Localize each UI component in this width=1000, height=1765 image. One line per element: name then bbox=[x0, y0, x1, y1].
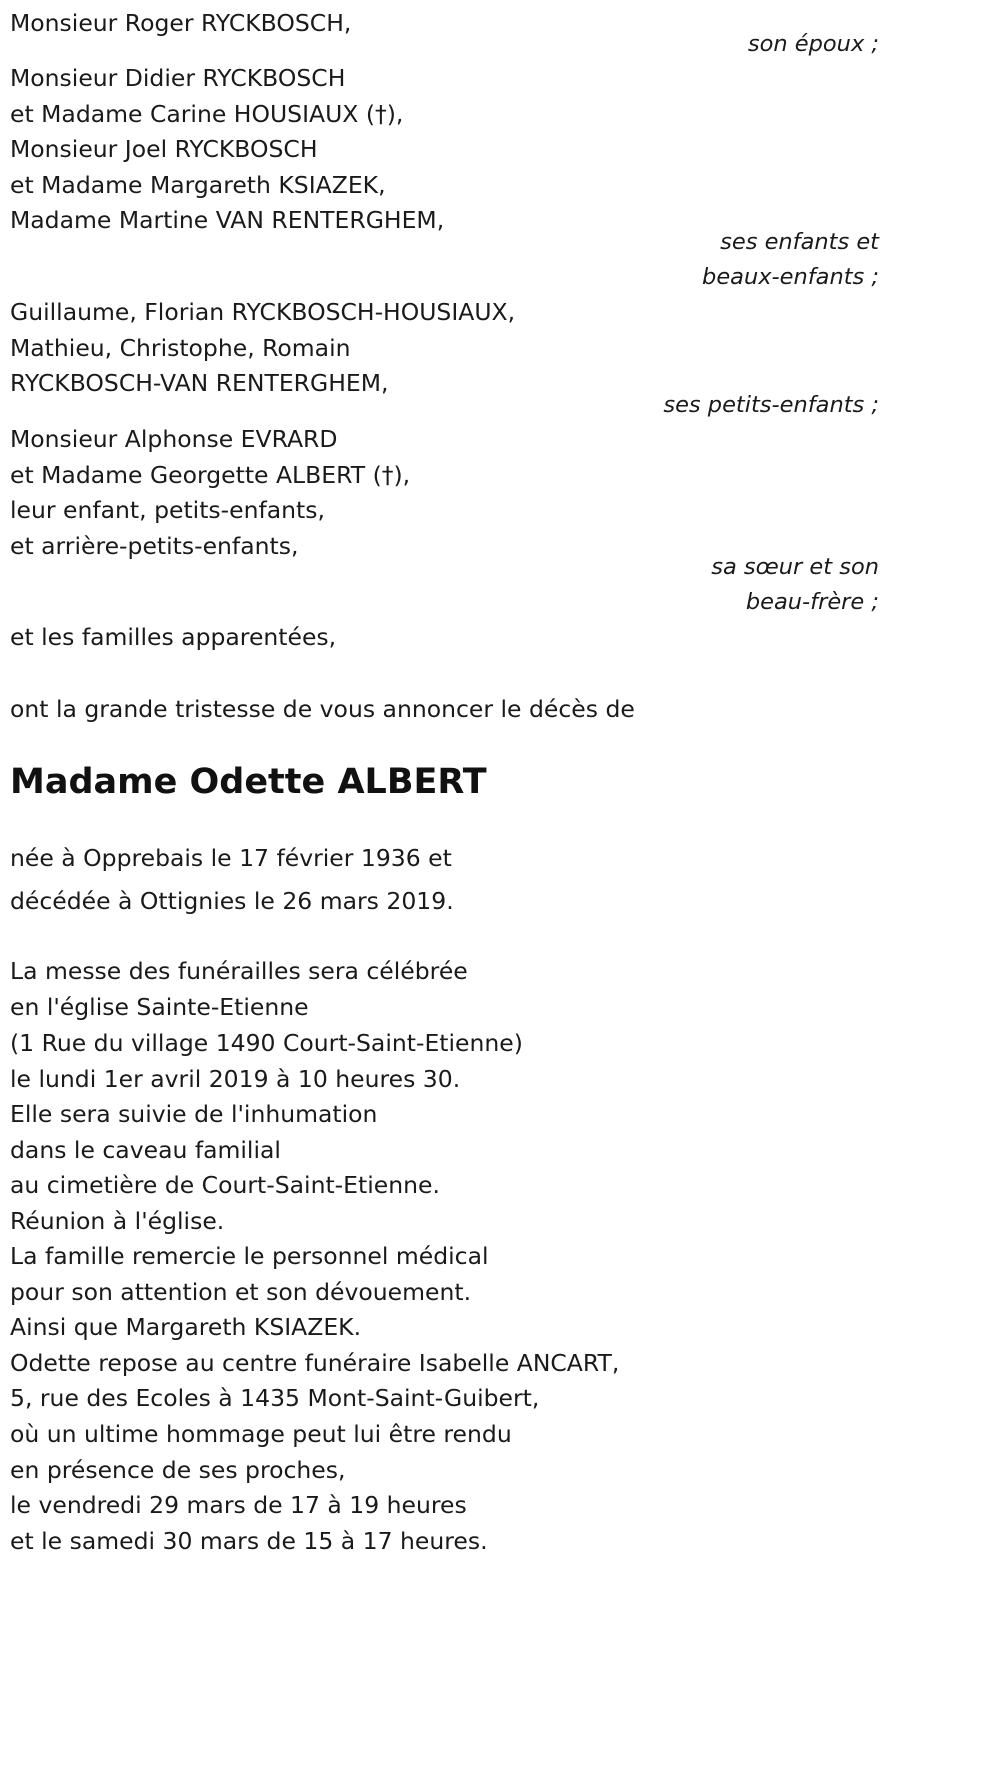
children-relation: beaux-enfants ; bbox=[702, 264, 879, 290]
ceremony-line: 5, rue des Ecoles à 1435 Mont-Saint-Guibert, bbox=[10, 1384, 540, 1412]
sibling-line: et arrière-petits-enfants, bbox=[10, 532, 299, 560]
ceremony-line: dans le caveau familial bbox=[10, 1136, 281, 1164]
ceremony-line: Réunion à l'église. bbox=[10, 1207, 225, 1235]
death-line: décédée à Ottignies le 26 mars 2019. bbox=[10, 887, 454, 915]
deceased-name: Madame Odette ALBERT bbox=[10, 762, 487, 802]
sibling-line: Monsieur Alphonse EVRARD bbox=[10, 425, 338, 453]
spouse-line: Monsieur Roger RYCKBOSCH, bbox=[10, 9, 352, 37]
ceremony-line: en présence de ses proches, bbox=[10, 1456, 346, 1484]
ceremony-line: Elle sera suivie de l'inhumation bbox=[10, 1100, 378, 1128]
sibling-relation: beau-frère ; bbox=[745, 589, 879, 615]
children-relation: ses enfants et bbox=[720, 229, 879, 255]
ceremony-line: le vendredi 29 mars de 17 à 19 heures bbox=[10, 1491, 467, 1519]
sibling-line: leur enfant, petits-enfants, bbox=[10, 496, 325, 524]
ceremony-line: au cimetière de Court-Saint-Etienne. bbox=[10, 1171, 440, 1199]
children-line: Monsieur Joel RYCKBOSCH bbox=[10, 135, 318, 163]
ceremony-line: et le samedi 30 mars de 15 à 17 heures. bbox=[10, 1527, 488, 1555]
relatives-line: et les familles apparentées, bbox=[10, 623, 337, 651]
ceremony-line: pour son attention et son dévouement. bbox=[10, 1278, 472, 1306]
ceremony-line: le lundi 1er avril 2019 à 10 heures 30. bbox=[10, 1065, 461, 1093]
children-line: Madame Martine VAN RENTERGHEM, bbox=[10, 206, 445, 234]
announcement-line: ont la grande tristesse de vous annoncer le décès de bbox=[10, 695, 635, 723]
sibling-relation: sa sœur et son bbox=[711, 554, 879, 580]
grandchildren-line: RYCKBOSCH-VAN RENTERGHEM, bbox=[10, 369, 389, 397]
children-line: et Madame Margareth KSIAZEK, bbox=[10, 171, 386, 199]
spouse-relation: son époux ; bbox=[747, 31, 879, 57]
ceremony-line: en l'église Sainte-Etienne bbox=[10, 993, 309, 1021]
ceremony-line: Ainsi que Margareth KSIAZEK. bbox=[10, 1313, 362, 1341]
grandchildren-line: Guillaume, Florian RYCKBOSCH-HOUSIAUX, bbox=[10, 298, 516, 326]
children-line: Monsieur Didier RYCKBOSCH bbox=[10, 64, 346, 92]
birth-line: née à Opprebais le 17 février 1936 et bbox=[10, 844, 452, 872]
ceremony-line: (1 Rue du village 1490 Court-Saint-Etienne) bbox=[10, 1029, 523, 1057]
ceremony-line: La messe des funérailles sera célébrée bbox=[10, 957, 468, 985]
grandchildren-line: Mathieu, Christophe, Romain bbox=[10, 334, 351, 362]
ceremony-line: Odette repose au centre funéraire Isabelle ANCART, bbox=[10, 1349, 620, 1377]
ceremony-line: où un ultime hommage peut lui être rendu bbox=[10, 1420, 512, 1448]
children-line: et Madame Carine HOUSIAUX (†), bbox=[10, 100, 404, 128]
sibling-line: et Madame Georgette ALBERT (†), bbox=[10, 461, 411, 489]
grandchildren-relation: ses petits-enfants ; bbox=[663, 392, 879, 418]
ceremony-line: La famille remercie le personnel médical bbox=[10, 1242, 489, 1270]
